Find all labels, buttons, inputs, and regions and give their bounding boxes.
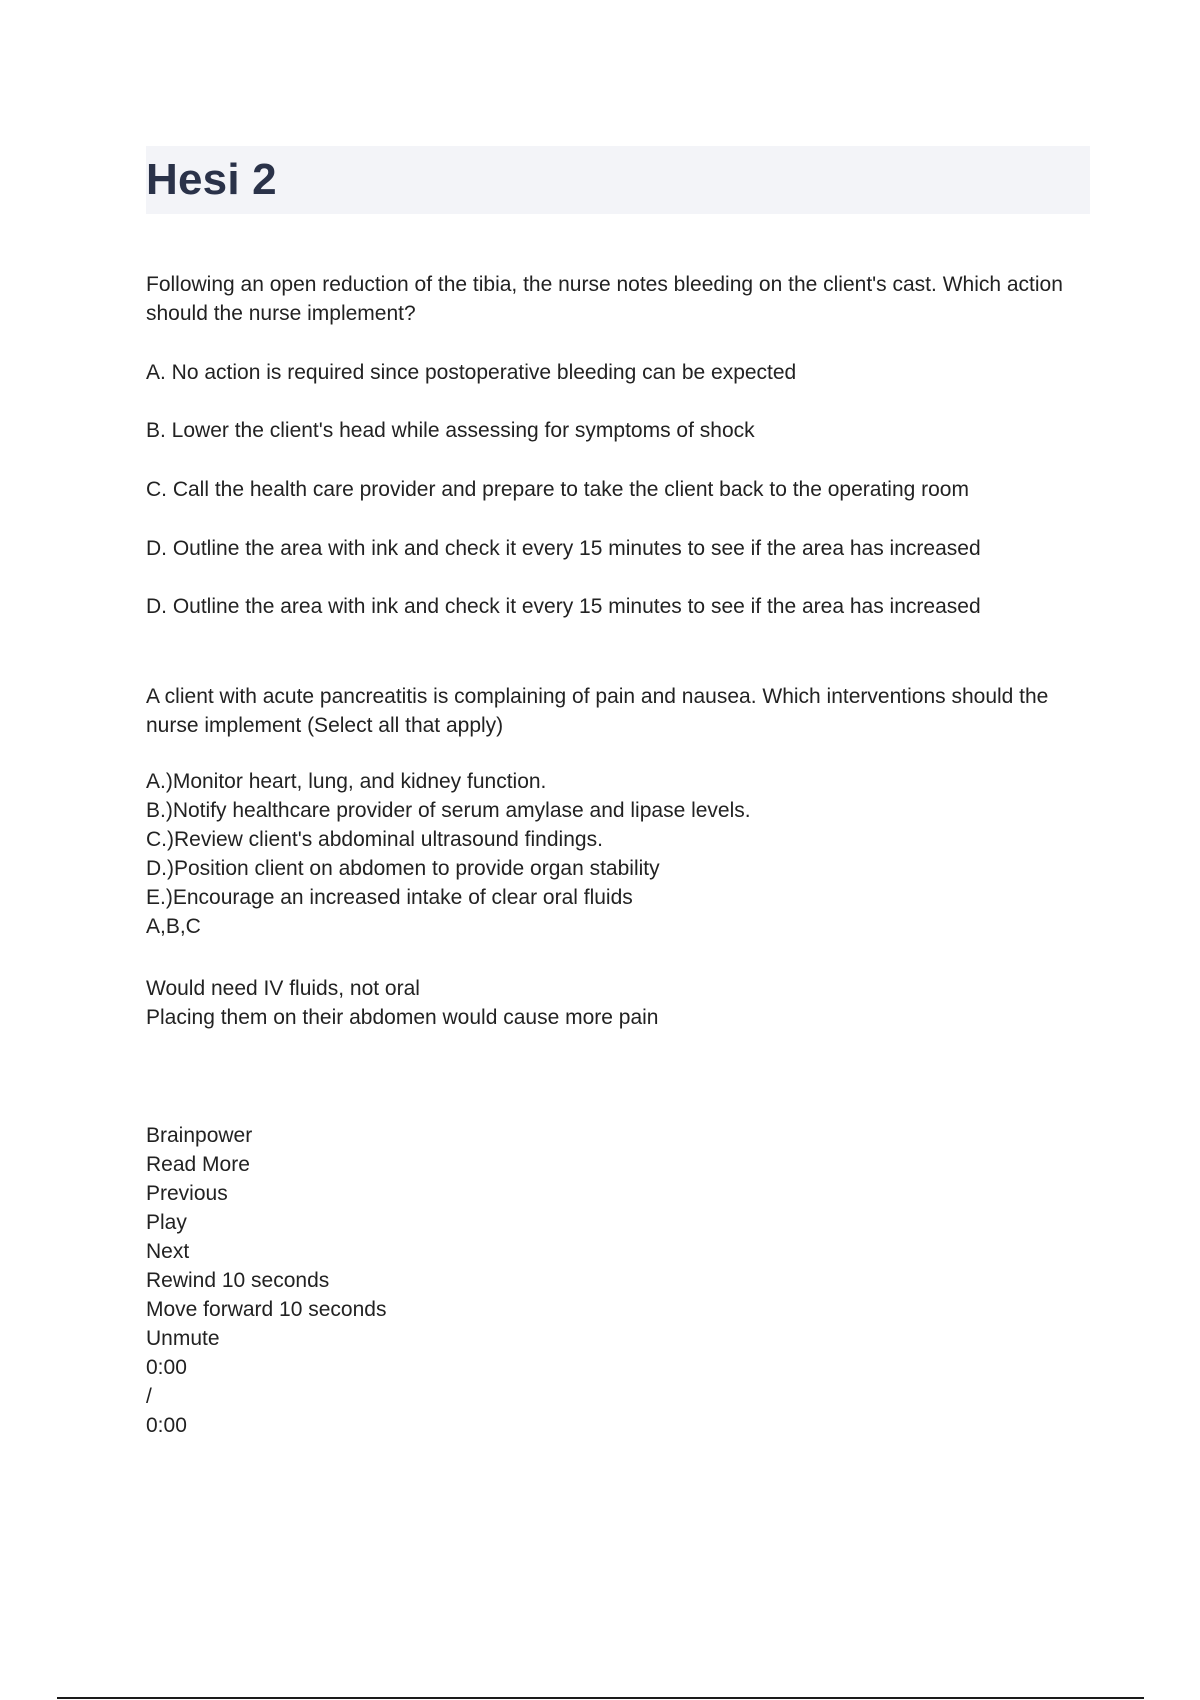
forward-button[interactable]: Move forward 10 seconds xyxy=(146,1298,387,1321)
option-text: D.)Position client on abdomen to provide organ stability xyxy=(146,857,660,880)
previous-button[interactable]: Previous xyxy=(146,1182,228,1205)
question-2-options xyxy=(146,767,1076,941)
duration: 0:00 xyxy=(146,1414,187,1437)
option-text: E.)Encourage an increased intake of clear oral fluids xyxy=(146,886,633,909)
question-1-stem xyxy=(146,270,1076,328)
next-button[interactable]: Next xyxy=(146,1240,190,1263)
rewind-button[interactable]: Rewind 10 seconds xyxy=(146,1269,330,1292)
page-bottom-rule xyxy=(57,1697,1144,1699)
question-1-option xyxy=(146,592,1076,621)
option-text: A.)Monitor heart, lung, and kidney function. xyxy=(146,770,547,793)
player-brand-label: Brainpower xyxy=(146,1124,253,1147)
time-separator: / xyxy=(146,1385,152,1408)
answer-text: A,B,C xyxy=(146,915,201,938)
option-text: C.)Review client's abdominal ultrasound findings. xyxy=(146,828,603,851)
rationale-text: Placing them on their abdomen would cause more pain xyxy=(146,1006,659,1029)
question-1-option xyxy=(146,358,1076,387)
unmute-button[interactable]: Unmute xyxy=(146,1327,220,1350)
question-text: A client with acute pancreatitis is complaining of pain and nausea. Which interventions should the nurse implement (Select all that apply) xyxy=(146,685,1049,737)
option-text: D. Outline the area with ink and check it every 15 minutes to see if the area has increased xyxy=(146,595,981,618)
rationale-text: Would need IV fluids, not oral xyxy=(146,977,420,1000)
question-text: Following an open reduction of the tibia, the nurse notes bleeding on the client's cast. Which action should the nurse implement? xyxy=(146,273,1063,325)
option-text: D. Outline the area with ink and check it every 15 minutes to see if the area has increased xyxy=(146,537,981,560)
title-bar xyxy=(146,146,1090,214)
video-player-text xyxy=(146,1121,1076,1440)
option-text: B. Lower the client's head while assessing for symptoms of shock xyxy=(146,419,755,442)
option-text: B.)Notify healthcare provider of serum amylase and lipase levels. xyxy=(146,799,751,822)
play-button[interactable]: Play xyxy=(146,1211,187,1234)
question-2-rationale xyxy=(146,974,1076,1032)
read-more-link[interactable]: Read More xyxy=(146,1153,250,1176)
option-text: C. Call the health care provider and prepare to take the client back to the operating room xyxy=(146,478,969,501)
question-1-option xyxy=(146,534,1076,563)
current-time: 0:00 xyxy=(146,1356,187,1379)
page-title: Hesi 2 xyxy=(146,155,277,204)
question-2-stem xyxy=(146,682,1076,740)
question-1-option xyxy=(146,475,1076,504)
question-1-option xyxy=(146,416,1076,445)
option-text: A. No action is required since postoperative bleeding can be expected xyxy=(146,361,797,384)
